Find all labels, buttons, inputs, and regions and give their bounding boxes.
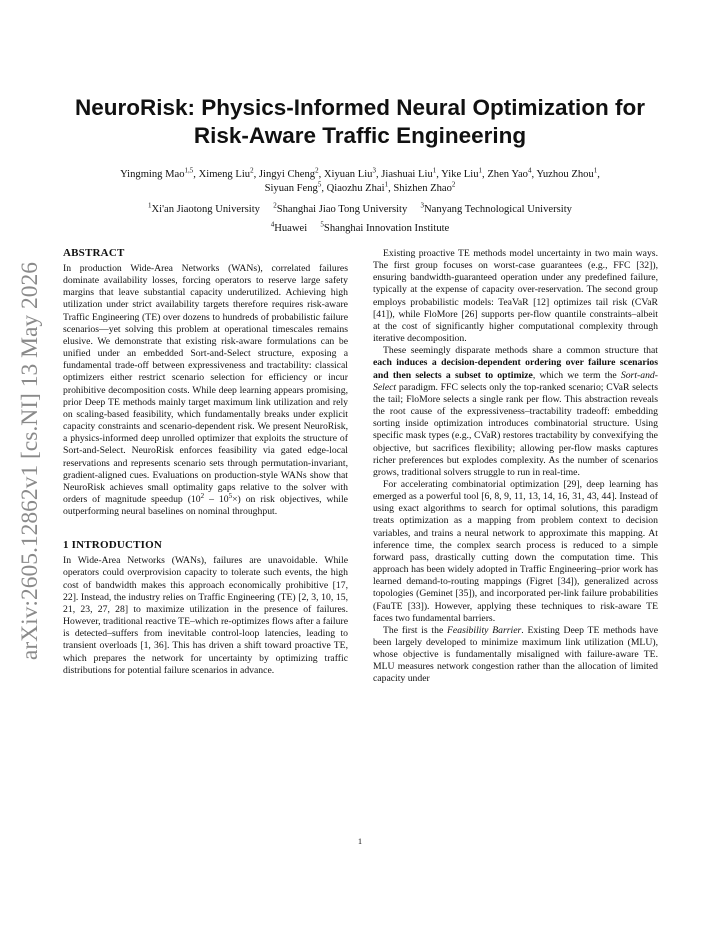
right-column <box>373 248 658 686</box>
author: Ximeng Liu$^2$, <box>198 166 259 180</box>
introduction-heading: 1 INTRODUCTION <box>63 539 163 552</box>
author-list <box>70 168 650 196</box>
paragraph: The first is the Feasibility Barrier. Existing Deep TE methods have been largely developed to minimize maximum link utilization (MLU), whose objective is fundamentally misaligned with failure-aware TE. MLU measures network congestion rather than the allocation of limited capacity under <box>373 624 659 685</box>
arxiv-sidebar-id: arXiv:2605.12862v1 [cs.NI] 13 May 2026 <box>17 261 43 661</box>
paragraph: These seemingly disparate methods share a common structure that each induces a decision-dependent ordering over failure scenarios and then selects a subset to optimize, which we term the Sort-and-Select paradigm. FFC selects only the top-ranked scenario; CVaR selects the tail; FloMore selects a single rank per flow. This abstraction reveals the root cause of the expressiveness–tractability tradeoff: embedding sorting inside optimization introduces combinatorial structure. Using specific mask types (e.g., CVaR) restores tractability by convexifying the objective, but sacrifices flexibility; allowing per-flow masks captures richer preferences but explodes complexity. As the number of scenarios grows, traditional solvers struggle to run in real-time. <box>373 345 658 478</box>
author: Jiashuai Liu$^1$, <box>381 166 442 180</box>
affiliation: $^2$Shanghai Jiao Tong University <box>273 201 408 215</box>
page-number: 1 <box>357 836 363 846</box>
author: Shizhen Zhao$^2$ <box>393 180 456 194</box>
paper-title <box>40 94 680 150</box>
intro-paragraph: In Wide-Area Networks (WANs), failures are unavoidable. While operators could overprovision capacity to tolerate such events, the high cost of bandwidth makes this approach economically prohibitive [17, 22]. Instead, the industry relies on Traffic Engineering (TE) [2, 3, 10, 15, 21, 23, 27, 28] to maximize utilization in the presence of failures. However, traditional reactive TE–which re-optimizes flows after a failure is detected–suffers from inevitable control-loop latencies, leading to transient overloads [1, 36]. This has driven a shift toward proactive TE, which prepares the network for uncertainty by optimizing traffic distributions for potential failure scenarios in advance. <box>63 555 348 676</box>
affiliation: $^4$Huawei <box>270 220 308 234</box>
affiliations-line-2 <box>40 222 680 236</box>
abstract-text: In production Wide-Area Networks (WANs), correlated failures dominate availability losses, forcing operators to reserve large safety margins that leave substantial capacity underutilized. Achieving high utilization under strict availability targets therefore requires risk-aware Traffic Engineering (TE) over dozens to hundreds of probabilistic failure scenarios—yet solving this problem at operational timescales remains elusive. We demonstrate that existing risk-aware formulations can be unified under an embedded Sort-and-Select structure, exposing a fundamental trade-off between expressiveness and tractability: classical optimizers either restrict scenario selection for efficiency or incur prohibitive decomposition costs. While deep learning appears promising, prior Deep TE methods mainly target maximum link utilization and rely on scaling-based feasibility, which fundamentally breaks under explicit capacity constraints and scenario-dependent risk. We present NeuroRisk, a physics-informed deep unrolled optimizer that exploits the structure of Sort-and-Select. NeuroRisk enforces feasibility via gated edge-local reservations and represents scenario sets through permutation-invariant, gradient-aligned cues. Evaluations on production-style WANs show that NeuroRisk achieves small optimality gaps relative to the solver with orders of magnitude speedup $(10^2 - 10^5\times)$ on risk objectives, while outperforming neural baselines on nominal throughput. <box>63 263 348 518</box>
affiliation: $^1$Xi'an Jiaotong University <box>148 201 260 215</box>
affiliation: $^3$Nanyang Technological University <box>420 201 572 215</box>
title-line-1: NeuroRisk: Physics-Informed Neural Optimization for <box>74 95 646 120</box>
title-line-2: Risk-Aware Traffic Engineering <box>193 123 527 148</box>
affiliation: $^5$Shanghai Innovation Institute <box>320 220 450 234</box>
author: Yike Liu$^1$, <box>441 166 488 180</box>
author: Qiaozhu Zhai$^1$, <box>326 180 394 194</box>
paragraph: Existing proactive TE methods model uncertainty in two main ways. The first group focuses on worst-case guarantees (e.g., FFC [32]), ensuring bandwidth-guaranteed operation under any predefined failure, typically at the expense of capacity over-reservation. The second group employs probabilistic models: TeaVaR [12] optimizes tail risk (CVaR [41]), while FloMore [26] supports per-flow quantile constraints–albeit at the cost of significantly higher computational complexity through iterative decomposition. <box>373 248 658 345</box>
author: Jingyi Cheng$^2$, <box>258 166 324 180</box>
author: Yuzhou Zhou$^1$, <box>536 166 600 180</box>
author: Siyuan Feng$^5$, <box>264 180 327 194</box>
left-column <box>63 246 348 677</box>
author: Xiyuan Liu$^3$, <box>323 166 382 180</box>
affiliations-line-1 <box>40 203 680 217</box>
author: Yingming Mao$^{1,5}$, <box>120 166 199 180</box>
author: Zhen Yao$^4$, <box>487 166 537 180</box>
paragraph: For accelerating combinatorial optimization [29], deep learning has emerged as a powerful tool [6, 8, 9, 11, 13, 14, 16, 31, 43, 44]. Instead of using exact algorithms to search for optimal solutions, this paradigm treats optimization as a mapping from problem context to decision variables, and trains a neural network to approximate this mapping. At inference time, the complex search process is reduced to a simple forward pass, drastically cutting down the computation time. This approach has been widely adopted in Traffic Engineering–prior work has learned demand-to-routing mappings (Figret [34]), generalized across topologies (Geminet [35]), and incorporated per-link failure probabilities (FauTE [33]). However, applying these techniques to risk-aware TE faces two fundamental barriers. <box>373 478 658 624</box>
abstract-heading: ABSTRACT <box>63 247 125 259</box>
